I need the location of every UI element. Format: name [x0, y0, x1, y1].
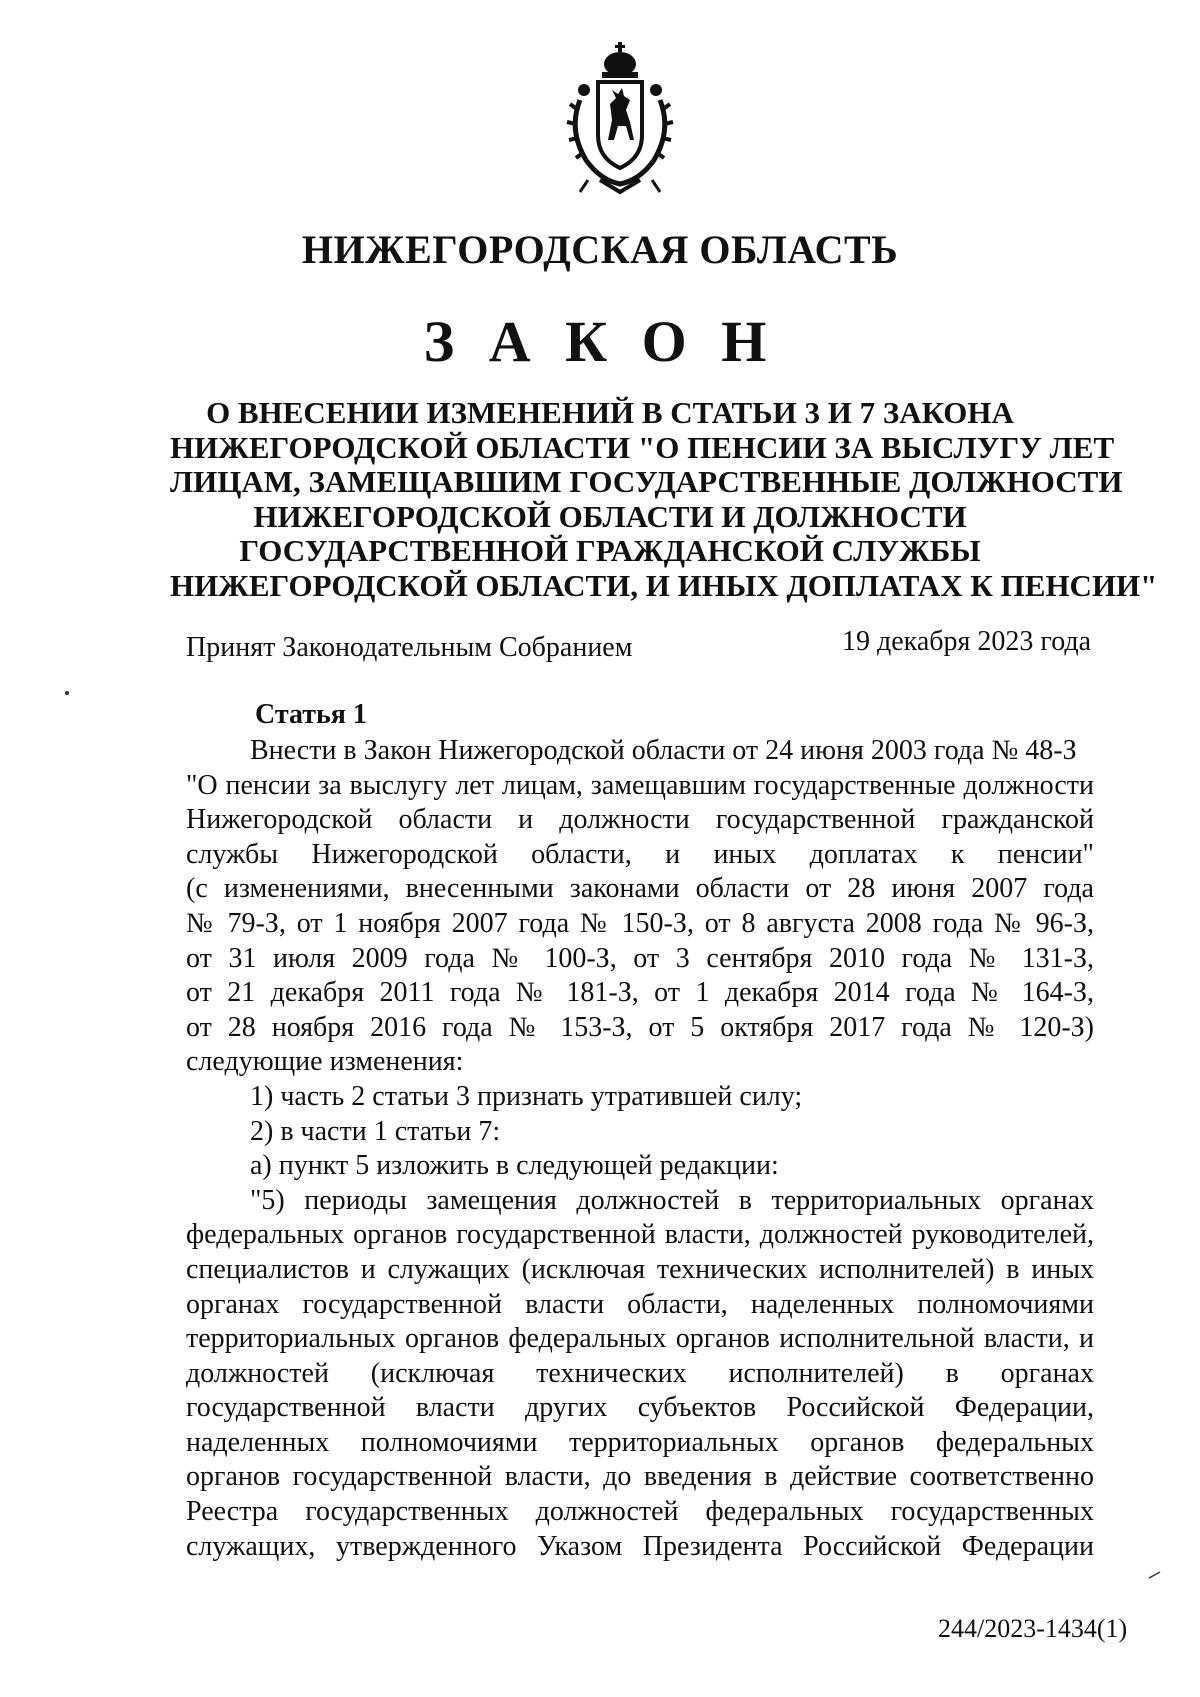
body-line: федеральных органов государственной власти, должностей руководителей,	[186, 1219, 1094, 1251]
body-line: а) пункт 5 изложить в следующей редакции:	[250, 1150, 779, 1182]
body-line: Внести в Закон Нижегородской области от 24 июня 2003 года № 48-З	[250, 735, 1077, 766]
body-line: органов государственной власти, до введения в действие соответственно	[186, 1461, 1094, 1493]
document-code: 244/2023-1434(1)	[938, 1614, 1128, 1643]
scan-speck	[64, 690, 70, 696]
subject-line: О ВНЕСЕНИИ ИЗМЕНЕНИЙ В СТАТЬИ 3 И 7 ЗАКОНА	[206, 395, 1014, 430]
body-line: от 21 декабря 2011 года № 181-З, от 1 декабря 2014 года № 164-З,	[186, 977, 1094, 1009]
body-line: "О пенсии за выслугу лет лицам, замещавшим государственные должности	[186, 769, 1094, 801]
law-subject	[170, 395, 1158, 603]
scan-speck	[1148, 1570, 1162, 1580]
body-line: от 28 ноября 2016 года № 153-З, от 5 октября 2017 года № 120-З)	[186, 1011, 1094, 1043]
body-line: наделенных полномочиями территориальных органов федеральных	[186, 1426, 1094, 1458]
article-body	[186, 734, 1094, 1564]
subject-line: ЛИЦАМ, ЗАМЕЩАВШИМ ГОСУДАРСТВЕННЫЕ ДОЛЖНОСТИ	[170, 464, 1123, 499]
body-line: (с изменениями, внесенными законами области от 28 июня 2007 года	[186, 873, 1094, 905]
body-line: 2) в части 1 статьи 7:	[250, 1115, 501, 1147]
subject-line: НИЖЕГОРОДСКОЙ ОБЛАСТИ "О ПЕНСИИ ЗА ВЫСЛУГУ ЛЕТ	[170, 429, 1115, 465]
subject-line: ГОСУДАРСТВЕННОЙ ГРАЖДАНСКОЙ СЛУЖБЫ	[239, 533, 981, 568]
body-line: Реестра государственных должностей федеральных государственных	[186, 1496, 1094, 1528]
body-line: № 79-З, от 1 ноября 2007 года № 150-З, от 8 августа 2008 года № 96-З,	[186, 907, 1094, 939]
body-line: "5) периоды замещения должностей в территориальных органах	[250, 1184, 1094, 1216]
adoption-statement: Принят Законодательным Собранием	[186, 632, 633, 663]
body-line: должностей (исключая технических исполнителей) в органах	[186, 1357, 1094, 1389]
body-line: территориальных органов федеральных органов исполнительной власти, и	[186, 1323, 1094, 1355]
document-type-title: З А К О Н	[423, 309, 777, 374]
region-title: НИЖЕГОРОДСКАЯ ОБЛАСТЬ	[301, 227, 899, 272]
body-line: службы Нижегородской области, и иных доплатах к пенсии"	[186, 838, 1094, 870]
article-heading: Статья 1	[255, 699, 367, 730]
subject-line: НИЖЕГОРОДСКОЙ ОБЛАСТИ И ДОЛЖНОСТИ	[253, 498, 967, 534]
subject-line: НИЖЕГОРОДСКОЙ ОБЛАСТИ, И ИНЫХ ДОПЛАТАХ К ПЕНСИИ"	[170, 567, 1158, 603]
coat-of-arms-icon	[560, 40, 700, 200]
body-line: государственной власти других субъектов Российской Федерации,	[186, 1392, 1094, 1424]
body-line: органах государственной власти области, наделенных полномочиями	[186, 1288, 1094, 1320]
body-line: Нижегородской области и должности государственной гражданской	[186, 804, 1094, 836]
body-line: от 31 июля 2009 года № 100-З, от 3 сентября 2010 года № 131-З,	[186, 942, 1094, 974]
adoption-date: 19 декабря 2023 года	[842, 626, 1092, 657]
body-line: 1) часть 2 статьи 3 признать утратившей силу;	[250, 1080, 803, 1112]
body-line: специалистов и служащих (исключая технических исполнителей) в иных	[186, 1253, 1094, 1285]
body-line: служащих, утвержденного Указом Президента Российской Федерации	[186, 1530, 1094, 1562]
body-line: следующие изменения:	[186, 1046, 464, 1078]
